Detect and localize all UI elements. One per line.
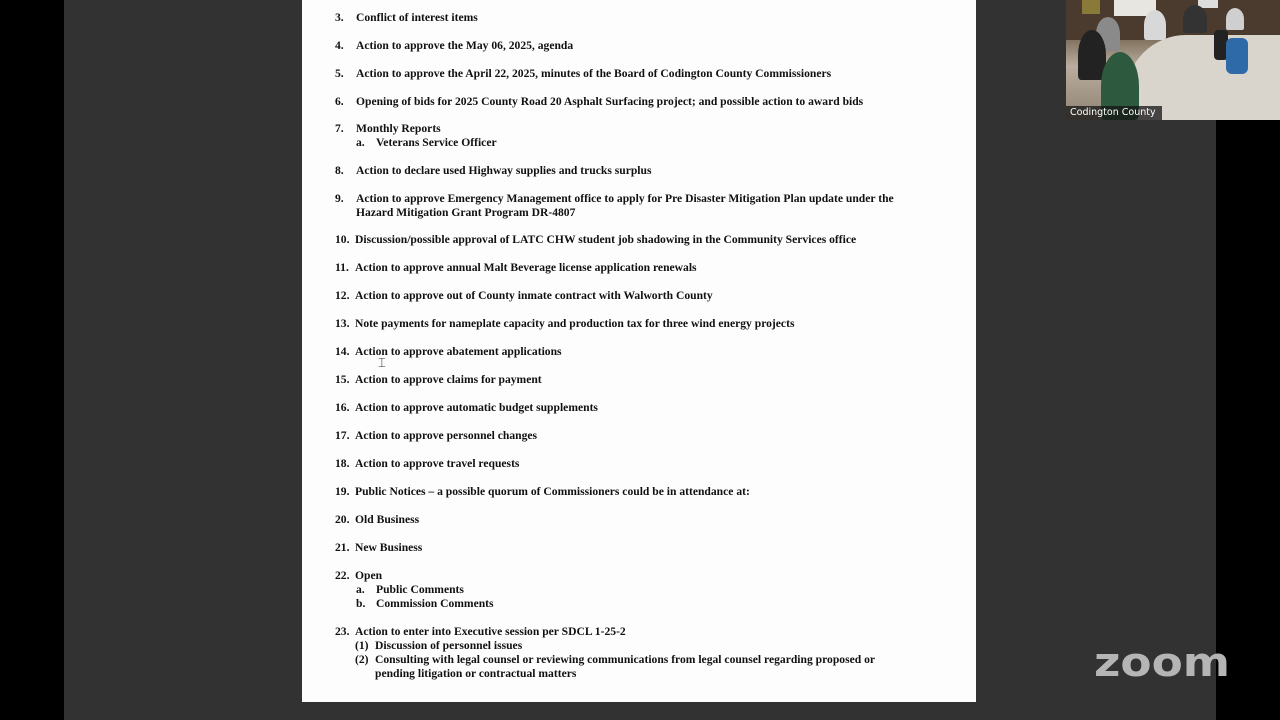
item-number: 5. bbox=[335, 67, 344, 80]
video-person bbox=[1144, 10, 1166, 40]
item-text: New Business bbox=[355, 541, 423, 554]
item-number: 9. bbox=[335, 192, 344, 205]
subitem-marker: a. bbox=[356, 136, 365, 149]
item-text: Action to approve claims for payment bbox=[355, 373, 542, 386]
item-number: 19. bbox=[335, 485, 350, 498]
video-poster bbox=[1082, 0, 1100, 14]
item-number: 21. bbox=[335, 541, 350, 554]
shared-document bbox=[302, 0, 976, 702]
item-text: Action to approve Emergency Management office to apply for Pre Disaster Mitigation Plan update under the bbox=[356, 192, 894, 205]
subitem-marker: a. bbox=[356, 583, 365, 596]
item-number: 4. bbox=[335, 39, 344, 52]
item-text: Action to approve automatic budget supplements bbox=[355, 401, 598, 414]
item-text: Note payments for nameplate capacity and production tax for three wind energy projects bbox=[355, 317, 795, 330]
text-cursor-icon: ⌶ bbox=[378, 356, 386, 371]
item-number: 14. bbox=[335, 345, 350, 358]
item-number: 13. bbox=[335, 317, 350, 330]
item-number: 20. bbox=[335, 513, 350, 526]
video-chair bbox=[1226, 38, 1248, 74]
item-text-line2: Hazard Mitigation Grant Program DR-4807 bbox=[356, 206, 576, 219]
subitem-marker: (1) bbox=[355, 639, 369, 652]
item-text: Action to enter into Executive session per SDCL 1-25-2 bbox=[355, 625, 626, 638]
subitem-text: Veterans Service Officer bbox=[376, 136, 497, 149]
video-person bbox=[1183, 5, 1207, 33]
participant-name-label: Codington County bbox=[1066, 106, 1162, 120]
item-number: 18. bbox=[335, 457, 350, 470]
item-text: Action to approve the May 06, 2025, agenda bbox=[356, 39, 574, 52]
participant-video-thumbnail[interactable] bbox=[1066, 0, 1280, 120]
item-number: 8. bbox=[335, 164, 344, 177]
item-text: Open bbox=[355, 569, 383, 582]
item-number: 16. bbox=[335, 401, 350, 414]
item-number: 22. bbox=[335, 569, 350, 582]
item-text: Action to approve the April 22, 2025, minutes of the Board of Codington County Commissioners bbox=[356, 67, 832, 80]
video-person bbox=[1226, 8, 1244, 30]
item-text: Action to approve travel requests bbox=[355, 457, 520, 470]
item-number: 23. bbox=[335, 625, 350, 638]
item-number: 17. bbox=[335, 429, 350, 442]
item-text: Conflict of interest items bbox=[356, 11, 478, 24]
item-text: Action to approve abatement applications bbox=[355, 345, 562, 358]
subitem-marker: b. bbox=[356, 597, 366, 610]
item-text: Monthly Reports bbox=[356, 122, 441, 135]
item-text: Action to approve personnel changes bbox=[355, 429, 538, 442]
item-number: 7. bbox=[335, 122, 344, 135]
item-text: Opening of bids for 2025 County Road 20 Asphalt Surfacing project; and possible action to award bids bbox=[356, 95, 864, 108]
subitem-text: Commission Comments bbox=[376, 597, 494, 610]
item-text: Action to approve out of County inmate contract with Walworth County bbox=[355, 289, 713, 302]
subitem-marker: (2) bbox=[355, 653, 369, 666]
item-number: 6. bbox=[335, 95, 344, 108]
zoom-logo-text: zoom bbox=[1094, 646, 1230, 682]
zoom-logo bbox=[1094, 646, 1232, 682]
item-text: Old Business bbox=[355, 513, 420, 526]
subitem-text: Public Comments bbox=[376, 583, 464, 596]
item-number: 10. bbox=[335, 233, 350, 246]
item-text: Public Notices – a possible quorum of Commissioners could be in attendance at: bbox=[355, 485, 750, 498]
subitem-text-line2: pending litigation or contractual matters bbox=[375, 667, 577, 680]
item-text: Action to declare used Highway supplies and trucks surplus bbox=[356, 164, 652, 177]
item-text: Action to approve annual Malt Beverage license application renewals bbox=[355, 261, 697, 274]
item-text: Discussion/possible approval of LATC CHW student job shadowing in the Community Services office bbox=[355, 233, 857, 246]
item-number: 15. bbox=[335, 373, 350, 386]
item-number: 11. bbox=[335, 261, 349, 274]
subitem-text: Consulting with legal counsel or reviewing communications from legal counsel regarding proposed or bbox=[375, 653, 876, 666]
item-number: 12. bbox=[335, 289, 350, 302]
subitem-text: Discussion of personnel issues bbox=[375, 639, 523, 652]
item-number: 3. bbox=[335, 11, 344, 24]
